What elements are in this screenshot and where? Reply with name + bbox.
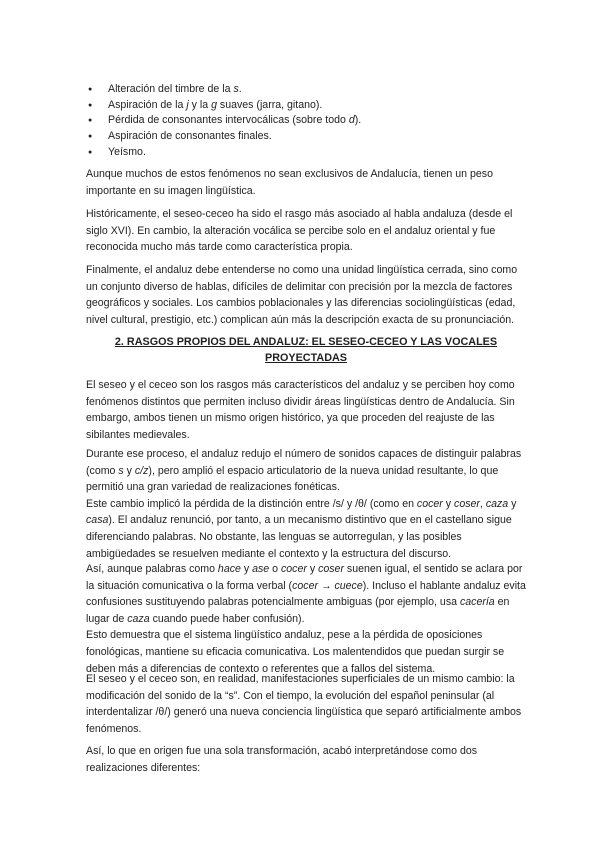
list-item-text: suaves (jarra, gitano). bbox=[216, 98, 323, 111]
text-run: ), pero amplió el espacio articulatorio de la nueva unidad resultante, lo que permitió una gran variedad de realizaciones fonéticas. bbox=[86, 464, 499, 494]
paragraph-7 bbox=[86, 561, 526, 677]
paragraph-text: El seseo y el ceceo son, en realidad, manifestaciones superficiales de un mismo cambio: la modificación del sonido de la “s”. Con el tiempo, la evolución del español peninsular (al interdentalizar /θ/) generó una nueva conciencia lingüística que separó artificialmente ambos fenómenos. bbox=[86, 673, 522, 735]
italic-term: coser bbox=[454, 497, 480, 510]
paragraph-text: Esto demuestra que el sistema lingüístico andaluz, pese a la pérdida de oposiciones fonológicas, mantiene su eficacia comunicativa. Los malentendidos que puedan surgir se deben más a diferencias de contexto o referentes que a fallos del sistema. bbox=[86, 629, 505, 675]
italic-term: cocer → cuece bbox=[292, 579, 363, 592]
list-item-text: Pérdida de consonantes intervocálicas (sobre todo bbox=[108, 114, 349, 127]
text-run: en lugar de bbox=[86, 596, 510, 625]
italic-term: coser bbox=[318, 563, 344, 575]
list-item-italic: j bbox=[186, 98, 189, 111]
text-run: ). El andaluz renunció, por tanto, a un mecanismo distintivo que en el castellano sigue diferenciando palabras. No obstante, las lenguas se autorregulan, y las posibles ambigüedades se resuelven mediante el contexto y la estructura del discurso. bbox=[86, 514, 512, 560]
paragraph-text: Así, lo que en origen fue una sola transformación, acabó interpretándose como dos realizaciones diferentes: bbox=[86, 745, 478, 774]
list-item-text: . bbox=[238, 83, 242, 95]
list-item-italic: d bbox=[348, 114, 355, 127]
italic-term: cacería bbox=[459, 596, 495, 609]
list-item-text: ). bbox=[354, 114, 362, 127]
paragraph-text: Históricamente, el seseo-ceceo ha sido el rasgo más asociado al habla andaluza (desde el siglo XVI). En cambio, la alteración vocálica se percibe solo en el andaluz oriental y fue reconocida mucho más tarde como característica propia. bbox=[86, 208, 513, 254]
section-heading: 2. RASGOS PROPIOS DEL ANDALUZ: EL SESEO-CECEO Y LAS VOCALES PROYECTADAS bbox=[114, 336, 498, 364]
list-item-text: Aspiración de la bbox=[108, 98, 187, 111]
italic-term: caza bbox=[127, 612, 150, 625]
italic-term: hace bbox=[217, 563, 241, 575]
list-item bbox=[86, 145, 526, 161]
list-item-italic: g bbox=[211, 98, 217, 111]
paragraph-text: El seseo y el ceceo son los rasgos más característicos del andaluz y se perciben hoy como fenómenos distintos que permiten incluso dividir áreas lingüísticas dentro de Andalucía. Sin embargo, ambos tienen un mismo origen histórico, ya que proceden del reajuste de las sibilantes medievales. bbox=[86, 379, 515, 441]
paragraph-5 bbox=[86, 446, 526, 562]
text-run: Así, aunque palabras como bbox=[86, 563, 218, 575]
list-item-text: Aspiración de consonantes finales. bbox=[108, 130, 272, 143]
text-run: cuando puede haber confusión). bbox=[149, 612, 305, 625]
italic-term: ase bbox=[252, 563, 270, 575]
italic-term: cocer bbox=[280, 563, 307, 575]
text-run: Durante ese proceso, el andaluz redujo el número de sonidos capaces de distinguir palabras (como bbox=[86, 448, 522, 477]
paragraph-3 bbox=[86, 262, 526, 328]
phenomena-list bbox=[86, 82, 526, 161]
paragraph-text: Aunque muchos de estos fenómenos no sean exclusivos de Andalucía, tienen un peso importante en su imagen lingüística. bbox=[86, 168, 493, 197]
text-run: y bbox=[306, 563, 319, 575]
paragraph-9 bbox=[86, 671, 526, 737]
text-run: , bbox=[479, 497, 486, 510]
italic-term: cocer bbox=[416, 497, 443, 510]
italic-term: caza bbox=[485, 497, 509, 510]
paragraph-text: Finalmente, el andaluz debe entenderse no como una unidad lingüística cerrada, sino como un conjunto diverso de hablas, difíciles de delimitar con precisión por la mezcla de factores geográficos y sociales. Los cambios poblacionales y las diferencias sociolingüísticas (edad, nivel cultural, prestigio, etc.) complican aún más la descripción exacta de su pronunciación. bbox=[86, 264, 518, 326]
paragraph-4 bbox=[86, 377, 526, 443]
text-run: y bbox=[508, 497, 517, 510]
list-item bbox=[86, 82, 526, 98]
list-item bbox=[86, 113, 526, 129]
italic-term: casa bbox=[86, 514, 109, 527]
paragraph-text bbox=[86, 496, 526, 562]
list-item-text: y la bbox=[188, 98, 212, 111]
list-item-text: Alteración del timbre de la bbox=[108, 83, 234, 95]
italic-term: s bbox=[118, 464, 124, 477]
list-item bbox=[86, 98, 526, 114]
paragraph-10 bbox=[86, 743, 526, 776]
paragraph-1 bbox=[86, 166, 526, 199]
list-item-text: Yeísmo. bbox=[108, 145, 146, 158]
text-run: o bbox=[269, 563, 281, 575]
italic-term: c/z bbox=[134, 464, 149, 477]
text-run: suenen igual, el sentido se aclara por la situación comunicativa o la forma verbal ( bbox=[86, 563, 523, 592]
paragraph-2 bbox=[86, 206, 526, 256]
text-run: y bbox=[240, 563, 253, 575]
text-run: y bbox=[123, 464, 135, 477]
text-run: ). Incluso el hablante andaluz evita confusiones sustituyendo palabras potencialmente ambiguas (por ejemplo, usa bbox=[86, 579, 526, 609]
text-run: Este cambio implicó la pérdida de la distinción entre /s/ y /θ/ (como en bbox=[86, 497, 417, 510]
text-run: y bbox=[442, 497, 455, 510]
paragraph-text bbox=[86, 446, 526, 496]
paragraph-text bbox=[86, 561, 526, 627]
list-item-italic: s bbox=[233, 83, 239, 95]
list-item bbox=[86, 129, 526, 145]
